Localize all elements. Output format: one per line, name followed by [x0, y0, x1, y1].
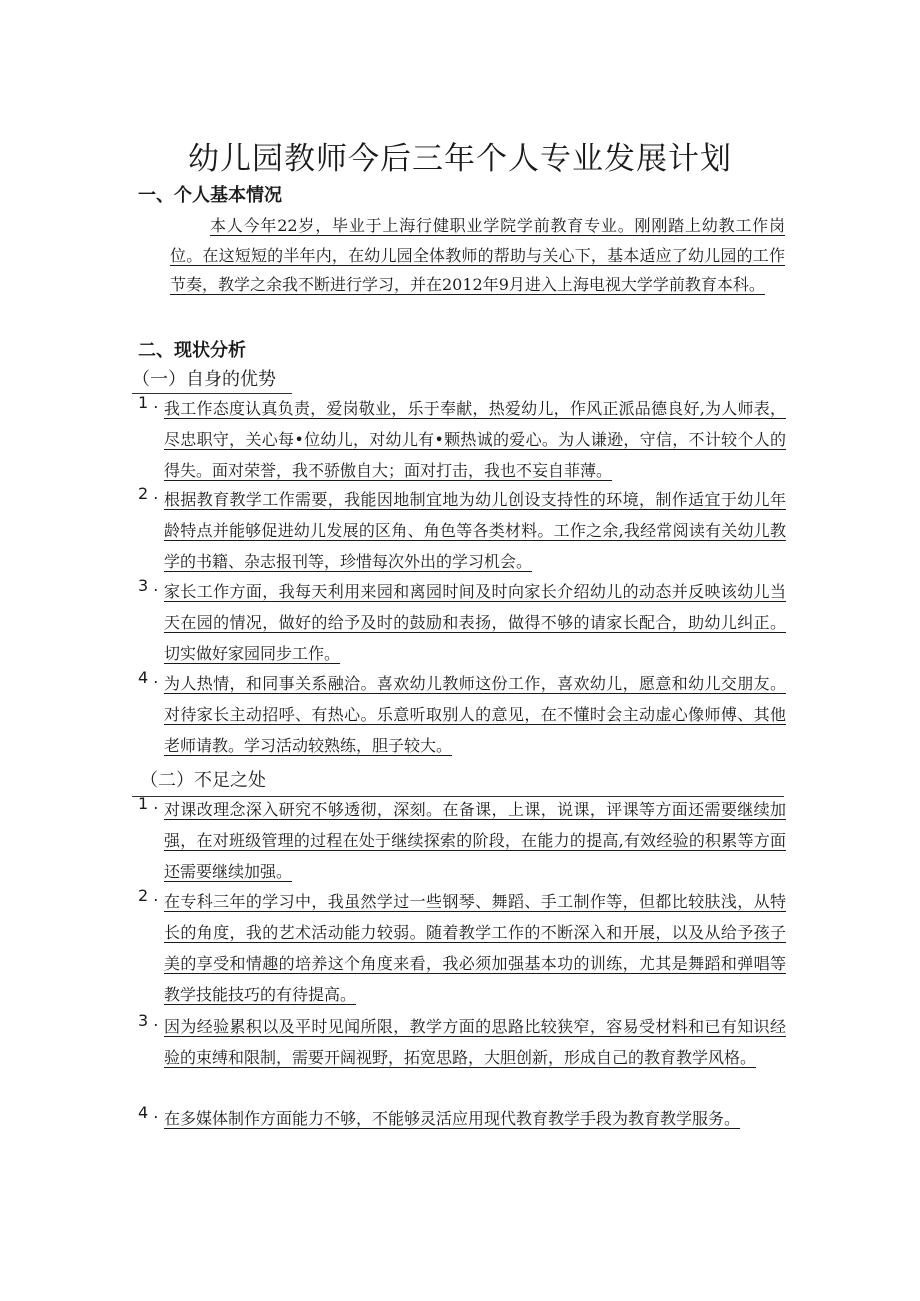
subheading-weaknesses: [132, 766, 784, 797]
item-text: 在多媒体制作方面能力不够，不能够灵活应用现代教育教学手段为教育教学服务。: [164, 1109, 741, 1128]
item-text: 因为经验累积以及平时见闻所限，教学方面的思路比较狭窄，容易受材料和已有知识经验的束缚和限制，需要开阔视野，拓宽思路，大胆创新，形成自己的教育教学风格。: [164, 1017, 786, 1067]
subheading-weaknesses-label: （二）不足之处: [140, 770, 266, 791]
basic-info-paragraph: 本人今年22岁，毕业于上海行健职业学院学前教育专业。刚刚踏上幼教工作岗位。在这短短的半年内，在幼儿园全体教师的帮助与关心下，基本适应了幼儿园的工作节奏，教学之余我不断进行学习，并在2012年9月进入上海电视大学学前教育本科。: [170, 216, 785, 294]
item-text: 家长工作方面，我每天利用来园和离园时间及时向家长介绍幼儿的动态并反映该幼儿当天在园的情况，做好的给予及时的鼓励和表扬，做得不够的请家长配合，助幼儿纠正。切实做好家园同步工作。: [164, 582, 786, 663]
item-text: 根据教育教学工作需要，我能因地制宜地为幼儿创设支持性的环境，制作适宜于幼儿年龄特点并能够促进幼儿发展的区角、角色等各类材料。工作之余,我经常阅读有关幼儿教学的书籍、杂志报刊等，珍惜每次外出的学习机会。: [164, 490, 786, 571]
subheading-strengths: （一）自身的优势: [132, 365, 292, 394]
item-text: 对课改理念深入研究不够透彻，深刻。在备课，上课，说课，评课等方面还需要继续加强，在对班级管理的过程在处于继续探索的阶段，在能力的提高,有效经验的积累等方面还需要继续加强。: [164, 800, 786, 881]
item-number: 4 .: [138, 1103, 166, 1122]
item-text: 我工作态度认真负责，爱岗敬业，乐于奉献，热爱幼儿，作风正派品德良好,为人师表，尽忠职守，关心每•位幼儿，对幼儿有•颗热诚的爱心。为人谦逊，守信，不计较个人的得失。面对荣誉，我不骄傲自大；面对打击，我也不妄自菲薄。: [164, 399, 786, 480]
item-text: 在专科三年的学习中，我虽然学过一些钢琴、舞蹈、手工制作等，但都比较肤浅，从特长的角度，我的艺术活动能力较弱。随着教学工作的不断深入和开展，以及从给予孩子美的享受和情趣的培养这个角度来看，我必须加强基本功的训练，尤其是舞蹈和弹唱等教学技能技巧的有待提高。: [164, 892, 786, 1004]
item-number: 1 .: [138, 393, 166, 412]
item-number: 2 .: [138, 484, 166, 503]
item-number: 3 .: [138, 1011, 166, 1030]
page-title: 幼儿园教师今后三年个人专业发展计划: [188, 141, 732, 177]
item-number: 2 .: [138, 886, 166, 905]
item-number: 3 .: [138, 576, 166, 595]
item-number: 4 .: [138, 668, 166, 687]
item-text: 为人热情，和同事关系融洽。喜欢幼儿教师这份工作，喜欢幼儿，愿意和幼儿交朋友。对待家长主动招呼、有热心。乐意听取别人的意见，在不懂时会主动虚心像师傅、其他老师请教。学习活动较熟练，胆子较大。: [164, 674, 786, 755]
section-heading-basic-info: 一、个人基本情况: [138, 185, 282, 206]
item-number: 1 .: [138, 794, 166, 813]
section-heading-analysis: 二、现状分析: [138, 340, 246, 361]
